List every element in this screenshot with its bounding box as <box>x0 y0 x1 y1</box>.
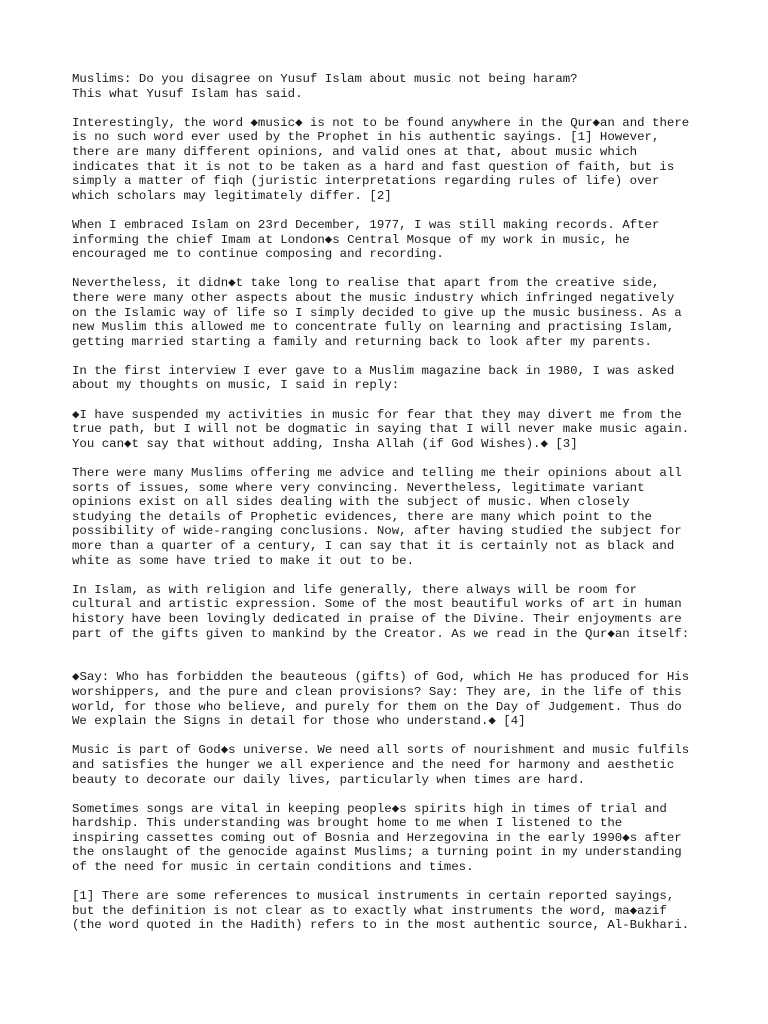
paragraph-first-interview: In the first interview I ever gave to a Muslim magazine back in 1980, I was asked about my thoughts on music, I said in reply: <box>72 363 675 393</box>
paragraph-nevertheless: Nevertheless, it didn◆t take long to realise that apart from the creative side, there were many other aspects about the music industry which infringed negatively on the Islamic way of life so I simply decided to give up the music business. As a new Muslim this allowed me to concentrate fully on learning and practising Islam, getting married starting a family and returning back to look after my parents. <box>72 276 682 349</box>
paragraph-embraced-islam: When I embraced Islam on 23rd December, 1977, I was still making records. After informing the chief Imam at London◆s Central Mosque of my work in music, he encouraged me to continue composing and recording. <box>72 217 660 262</box>
quote-suspended-activities: ◆I have suspended my activities in music for fear that they may divert me from the true path, but I will not be dogmatic in saying that I will never make music again. You can◆t say that without adding, Insha Allah (if God Wishes).◆ [3] <box>72 407 690 451</box>
title-lines: Muslims: Do you disagree on Yusuf Islam about music not being haram? This what Yusuf Islam has said. <box>72 72 578 101</box>
paragraph-cultural-expression: In Islam, as with religion and life generally, there always will be room for cultural and artistic expression. Some of the most beautiful works of art in human history have been lovingly dedicated in praise of the Divine. Their enjoyments are part of the gifts given to mankind by the Creator. As we read in the Qur◆an itself: <box>72 582 690 641</box>
paragraph-many-muslims: There were many Muslims offering me advice and telling me their opinions about all sorts of issues, some where very convincing. Nevertheless, legitimate variant opinions exist on all sides dealing with the subject of music. When closely studying the details of Prophetic evidences, there are many which point to the possibility of wide-ranging conclusions. Now, after having studied the subject for more than a quarter of a century, I can say that it is certainly not as black and white as some have tried to make it out to be. <box>72 466 682 568</box>
paragraph-gods-universe: Music is part of God◆s universe. We need all sorts of nourishment and music fulfils and satisfies the hunger we all experience and the need for harmony and aesthetic beauty to decorate our daily lives, particularly when times are hard. <box>72 743 690 787</box>
paragraph-music-word: Interestingly, the word ◆music◆ is not to be found anywhere in the Qur◆an and there is no such word ever used by the Prophet in his authentic sayings. [1] However, there are many different opinions, and valid ones at that, about music which indicates that it is not to be taken as a hard and fast question of faith, but is simply a matter of fiqh (juristic interpretations regarding rules of life) over which scholars may legitimately differ. [2] <box>72 115 690 203</box>
paragraph-songs-vital: Sometimes songs are vital in keeping people◆s spirits high in times of trial and hardship. This understanding was brought home to me when I listened to the inspiring cassettes coming out of Bosnia and Herzegovina in the early 1990◆s after the onslaught of the genocide against Muslims; a turning point in my understanding of the need for music in certain conditions and times. <box>72 801 682 875</box>
footnote-1: [1] There are some references to musical instruments in certain reported sayings, but the definition is not clear as to exactly what instruments the word, ma◆azif (the word quoted in the Hadith) refers to in the most authentic source, Al-Bukhari. <box>72 889 690 933</box>
quote-quran-verse: ◆Say: Who has forbidden the beauteous (gifts) of God, which He has produced for His worshippers, and the pure and clean provisions? Say: They are, in the life of this world, for those who believe, and purely for them on the Day of Judgement. Thus do We explain the Signs in detail for those who understand.◆ [4] <box>72 670 690 729</box>
document-page <box>72 72 712 933</box>
